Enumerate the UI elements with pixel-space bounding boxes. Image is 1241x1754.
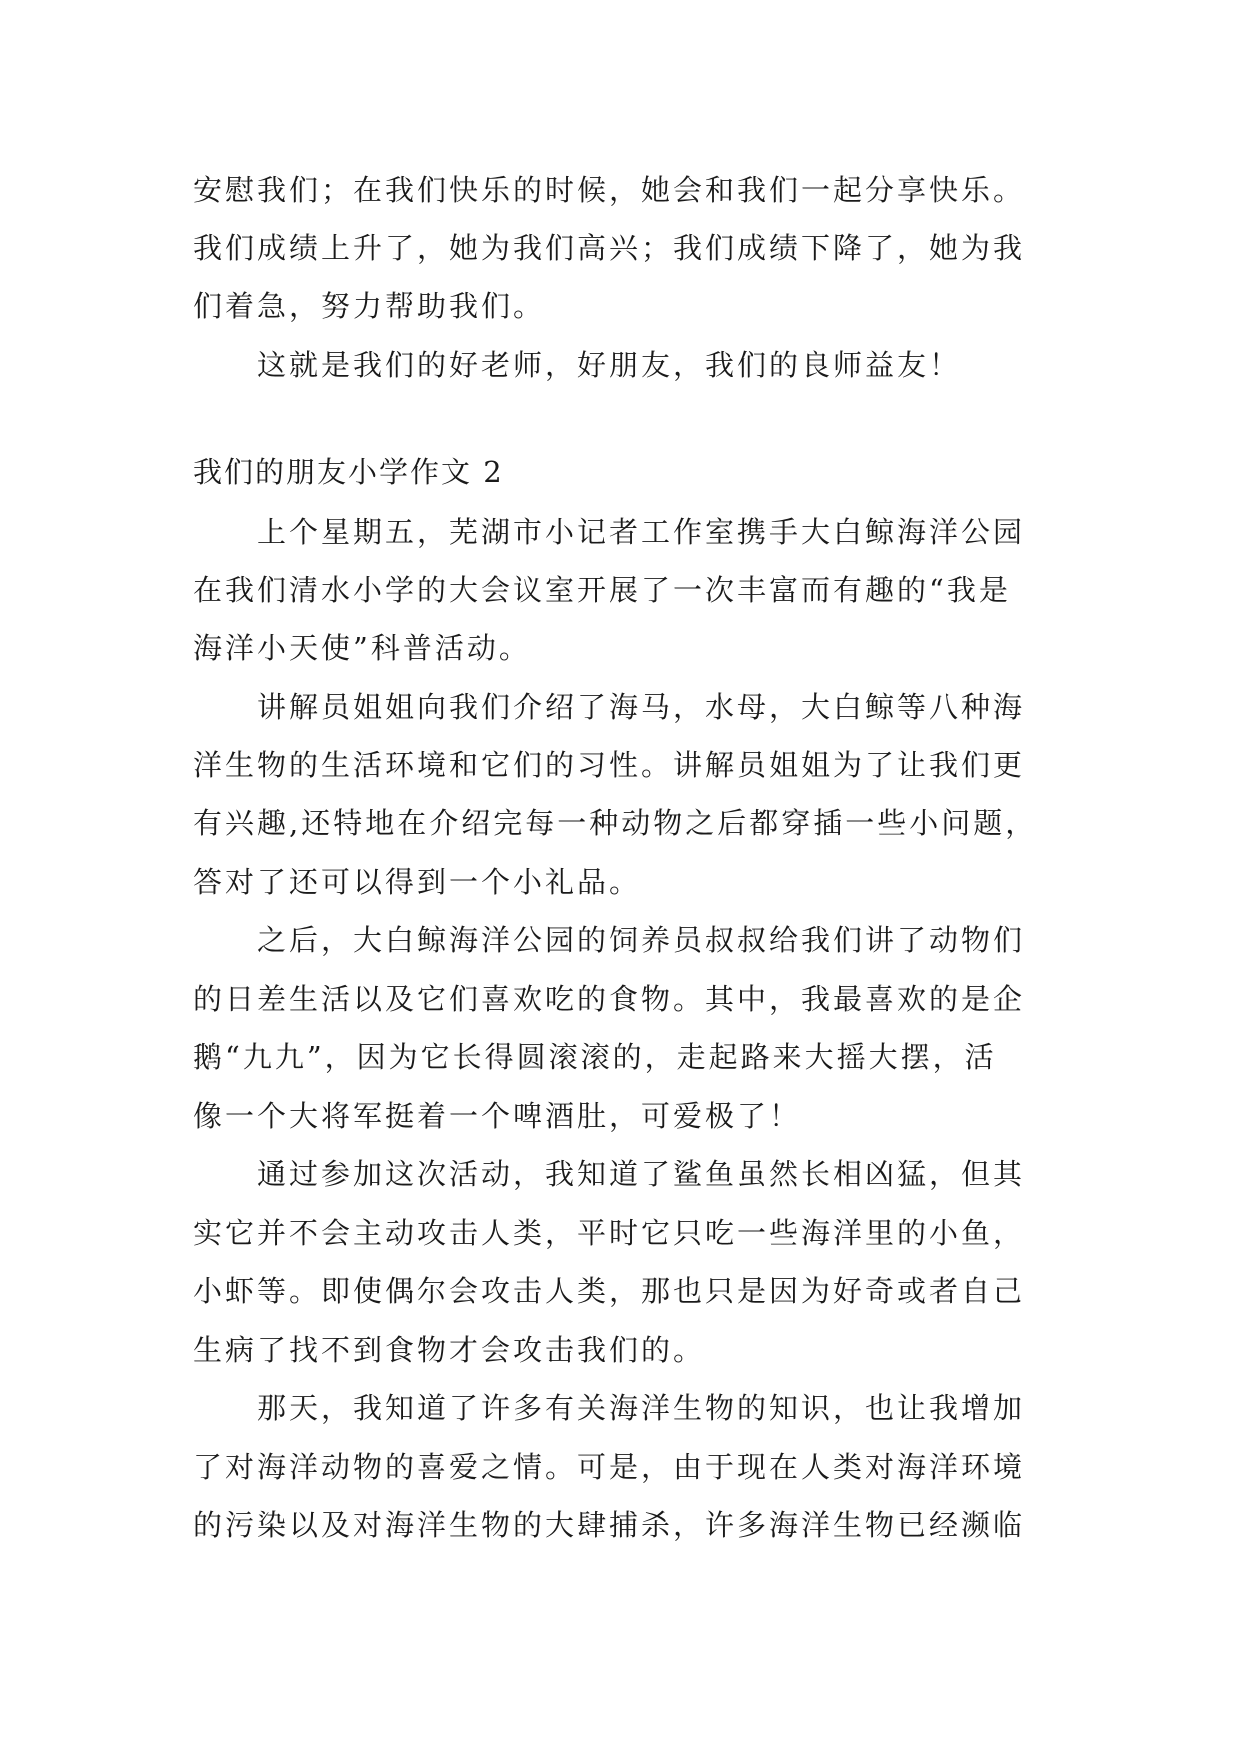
text-line: 们着急，努力帮助我们。	[193, 289, 546, 323]
section-heading: 我们的朋友小学作文 2	[193, 455, 504, 489]
text-line: 安慰我们；在我们快乐的时候，她会和我们一起分享快乐。	[193, 173, 1026, 207]
paragraph-first-line: 那天，我知道了许多有关海洋生物的知识，也让我增加	[257, 1391, 1026, 1425]
text-line: 鹅“九九”，因为它长得圆滚滚的，走起路来大摇大摆，活	[193, 1040, 997, 1074]
text-line: 答对了还可以得到一个小礼品。	[193, 865, 642, 899]
text-line: 在我们清水小学的大会议室开展了一次丰富而有趣的“我是	[193, 573, 1011, 607]
paragraph-first-line: 这就是我们的好老师，好朋友，我们的良师益友！	[257, 348, 962, 382]
text-line: 洋生物的生活环境和它们的习性。讲解员姐姐为了让我们更	[193, 748, 1026, 782]
text-line: 有兴趣,还特地在介绍完每一种动物之后都穿插一些小问题，	[193, 806, 1038, 840]
text-line: 的污染以及对海洋生物的大肆捕杀，许多海洋生物已经濒临	[193, 1508, 1026, 1542]
paragraph-first-line: 之后，大白鲸海洋公园的饲养员叔叔给我们讲了动物们	[257, 923, 1026, 957]
text-line: 小虾等。即使偶尔会攻击人类，那也只是因为好奇或者自己	[193, 1274, 1026, 1308]
paragraph-first-line: 上个星期五，芜湖市小记者工作室携手大白鲸海洋公园	[257, 515, 1026, 549]
text-line: 实它并不会主动攻击人类，平时它只吃一些海洋里的小鱼，	[193, 1216, 1026, 1250]
paragraph-first-line: 通过参加这次活动，我知道了鲨鱼虽然长相凶猛，但其	[257, 1157, 1026, 1191]
text-line: 生病了找不到食物才会攻击我们的。	[193, 1333, 706, 1367]
text-line: 像一个大将军挺着一个啤酒肚，可爱极了！	[193, 1099, 802, 1133]
text-line: 海洋小天使”科普活动。	[193, 631, 531, 665]
text-line: 我们成绩上升了，她为我们高兴；我们成绩下降了，她为我	[193, 231, 1026, 265]
text-line: 的日差生活以及它们喜欢吃的食物。其中，我最喜欢的是企	[193, 982, 1026, 1016]
paragraph-first-line: 讲解员姐姐向我们介绍了海马，水母，大白鲸等八种海	[257, 690, 1026, 724]
text-line: 了对海洋动物的喜爱之情。可是，由于现在人类对海洋环境	[193, 1450, 1026, 1484]
